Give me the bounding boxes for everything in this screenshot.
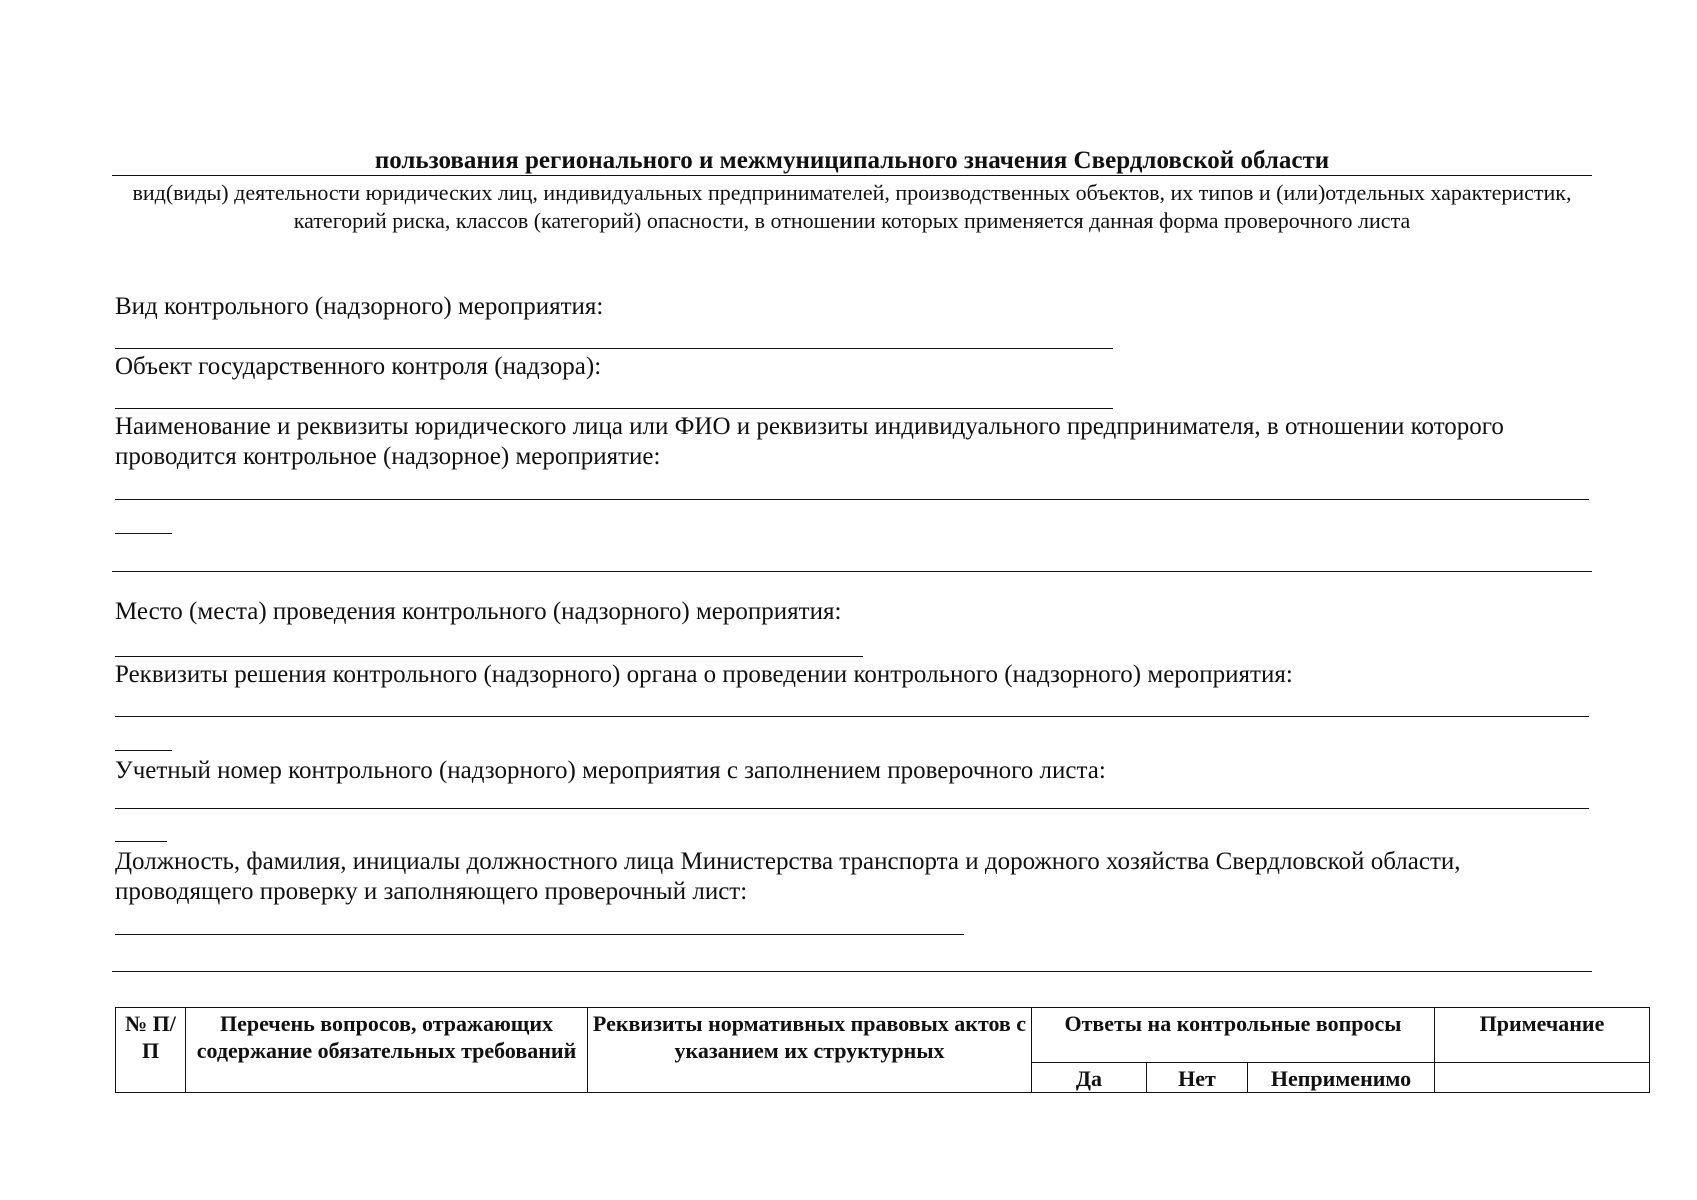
registration-number-input-line[interactable]: [115, 808, 1589, 809]
inspector-input-line-2[interactable]: [112, 971, 1592, 972]
title-underline: [112, 175, 1592, 176]
subject-details-input-line[interactable]: [115, 499, 1589, 500]
decision-details-input-line-tail: [115, 750, 172, 751]
control-object-label: Объект государственного контроля (надзора):: [115, 353, 602, 380]
header-questions: Перечень вопросов, отражающих содержание обязательных требований: [186, 1008, 588, 1093]
answer-not-applicable-header: Неприменимо: [1248, 1063, 1435, 1093]
checklist-table: [115, 1007, 1650, 1093]
decision-details-label: Реквизиты решения контрольного (надзорного) органа о проведении контрольного (надзорного) мероприятия:: [115, 661, 1293, 688]
control-event-type-label: Вид контрольного (надзорного) мероприятия:: [115, 293, 604, 320]
registration-number-label: Учетный номер контрольного (надзорного) мероприятия с заполнением проверочного листа:: [115, 757, 1106, 784]
document-title: пользования регионального и межмуниципального значения Свердловской области: [374, 147, 1330, 174]
event-place-label: Место (места) проведения контрольного (надзорного) мероприятия:: [115, 598, 842, 625]
header-answers: Ответы на контрольные вопросы: [1032, 1008, 1435, 1063]
control-event-type-input-line[interactable]: [115, 348, 1113, 349]
decision-details-input-line[interactable]: [115, 716, 1589, 717]
registration-number-input-line-tail: [115, 841, 167, 842]
answer-yes-header: Да: [1032, 1063, 1147, 1093]
header-note: Примечание: [1435, 1008, 1650, 1063]
subject-details-input-line-tail: [115, 533, 172, 534]
subject-details-input-line-2[interactable]: [112, 571, 1592, 572]
event-place-input-line[interactable]: [115, 656, 863, 657]
inspector-input-line[interactable]: [115, 934, 964, 935]
header-legal-acts: Реквизиты нормативных правовых актов с указанием их структурных: [588, 1008, 1032, 1093]
table-header-row: [116, 1008, 1650, 1063]
activity-type-caption: вид(виды) деятельности юридических лиц, индивидуальных предпринимателей, производственных объектов, их типов и (или)отдельных характеристик, категорий риска, классов (категорий) опасности, в отношении которых применяется данная форма проверочного листа: [132, 180, 1572, 233]
note-subheader-cell: [1435, 1063, 1650, 1093]
inspector-label: Должность, фамилия, инициалы должностного лица Министерства транспорта и дорожного хозяйства Свердловской области, проводящего проверку и заполняющего проверочный лист:: [115, 848, 1461, 905]
control-object-input-line[interactable]: [115, 408, 1113, 409]
answer-no-header: Нет: [1147, 1063, 1248, 1093]
header-number: № П/П: [116, 1008, 186, 1093]
subject-details-label: Наименование и реквизиты юридического лица или ФИО и реквизиты индивидуального предпринимателя, в отношении которого проводится контрольное (надзорное) мероприятие:: [115, 413, 1504, 470]
